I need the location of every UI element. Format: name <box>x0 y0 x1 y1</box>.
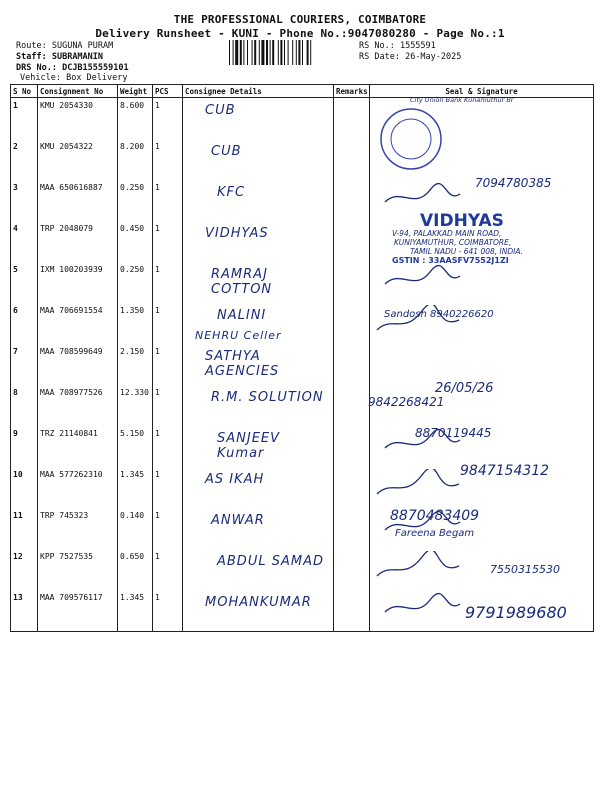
signature-text: 26/05/26 <box>435 381 494 396</box>
drs-value: DCJB155559101 <box>62 63 129 73</box>
remarks <box>334 98 370 140</box>
rs-no-line: RS No.: 1555591 <box>359 41 436 51</box>
weight: 0.450 <box>118 221 153 262</box>
seal-signature <box>370 463 594 508</box>
consignee-details <box>183 139 334 180</box>
weight: 1.345 <box>118 590 153 632</box>
signature-text: 7550315530 <box>490 563 560 576</box>
weight: 8.600 <box>118 98 153 140</box>
row-sno: 1 <box>11 98 38 140</box>
consignee-name: MOHANKUMAR <box>205 595 312 610</box>
route-line: Route: SUGUNA PURAM <box>16 41 114 51</box>
consignment-no: TRP 745323 <box>38 508 118 549</box>
remarks <box>334 508 370 549</box>
table-row <box>11 303 594 344</box>
pieces: 1 <box>153 549 183 590</box>
col-pcs: PCS <box>153 85 183 98</box>
signature-text: City Union Bank Kunamuthur Br <box>410 96 514 104</box>
consignment-no: MAA 577262310 <box>38 467 118 508</box>
seal-signature <box>370 139 594 180</box>
consignee-name: SATHYA AGENCIES <box>205 349 280 379</box>
signature-text: 9842268421 <box>368 395 445 409</box>
signature-text: GSTIN : 33AASFV7552J1ZI <box>392 256 509 265</box>
remarks <box>334 262 370 303</box>
seal-signature <box>370 590 594 632</box>
signature-scribble-icon <box>380 592 470 626</box>
signature-scribble-icon <box>380 346 470 380</box>
pieces: 1 <box>153 221 183 262</box>
table-row <box>11 139 594 180</box>
weight: 0.250 <box>118 262 153 303</box>
row-sno: 12 <box>11 549 38 590</box>
table-row <box>11 344 594 385</box>
row-sno: 10 <box>11 467 38 508</box>
weight: 0.650 <box>118 549 153 590</box>
rs-no-value: 1555591 <box>399 41 436 51</box>
weight: 2.150 <box>118 344 153 385</box>
consignee-name: SANJEEV Kumar <box>217 431 281 461</box>
weight: 0.140 <box>118 508 153 549</box>
table-row <box>11 180 594 221</box>
remarks <box>334 426 370 467</box>
consignee-name: ANWAR <box>211 513 265 528</box>
remarks <box>334 180 370 221</box>
remarks <box>334 221 370 262</box>
consignment-no: IXM 100203939 <box>38 262 118 303</box>
seal-signature <box>368 381 594 426</box>
consignee-details <box>183 590 334 632</box>
col-weight: Weight <box>118 85 153 98</box>
pieces: 1 <box>153 180 183 221</box>
row-sno: 6 <box>11 303 38 344</box>
route-value: SUGUNA PURAM <box>51 41 114 51</box>
table-row <box>11 467 594 508</box>
consignee-name: CUB <box>205 103 236 118</box>
row-sno: 11 <box>11 508 38 549</box>
weight: 0.250 <box>118 180 153 221</box>
runsheet-table <box>10 84 594 632</box>
consignment-no: MAA 650616887 <box>38 180 118 221</box>
row-sno: 8 <box>11 385 38 426</box>
staff-value: SUBRAMANIN <box>51 52 104 62</box>
table-row <box>11 98 594 140</box>
remarks <box>334 590 370 632</box>
pieces: 1 <box>153 303 183 344</box>
row-sno: 3 <box>11 180 38 221</box>
signature-text: Sandosh 8940226620 <box>384 309 494 320</box>
table-row <box>11 385 594 426</box>
signature-text: V-94, PALAKKAD MAIN ROAD, <box>392 229 502 238</box>
remarks <box>334 385 370 426</box>
consignee-details <box>183 385 334 426</box>
rs-date-line: RS Date: 26-May-2025 <box>359 52 462 62</box>
row-sno: 2 <box>11 139 38 180</box>
seal-signature <box>370 344 594 385</box>
pieces: 1 <box>153 139 183 180</box>
remarks <box>334 344 370 385</box>
table-row <box>11 590 594 632</box>
seal-signature <box>370 98 594 140</box>
consignment-no: KMU 2054322 <box>38 139 118 180</box>
remarks <box>334 467 370 508</box>
weight: 12.330 <box>118 385 153 426</box>
consignment-no: TRP 2048079 <box>38 221 118 262</box>
pieces: 1 <box>153 385 183 426</box>
signature-text: 7094780385 <box>475 176 552 190</box>
signature-scribble-icon <box>374 141 464 175</box>
drs-line: DRS No.: DCJB155559101 <box>16 63 129 73</box>
consignee-details <box>183 467 334 508</box>
row-sno: 4 <box>11 221 38 262</box>
weight: 1.345 <box>118 467 153 508</box>
col-sno: S No <box>11 85 38 98</box>
consignee-name: VIDHYAS <box>205 226 269 241</box>
consignee-details <box>183 508 334 549</box>
consignee-name: RAMRAJ COTTON <box>211 267 273 297</box>
col-signature: Seal & Signature <box>370 85 594 98</box>
consignment-no: KMU 2054330 <box>38 98 118 140</box>
consignee-details <box>183 344 334 385</box>
consignee-details <box>183 303 334 344</box>
col-consignee: Consignee Details <box>183 85 334 98</box>
consignment-no: KPP 7527535 <box>38 549 118 590</box>
remarks <box>334 139 370 180</box>
col-remarks: Remarks <box>334 85 370 98</box>
col-consignment: Consignment No <box>38 85 118 98</box>
signature-scribble-icon <box>374 469 464 503</box>
pieces: 1 <box>153 467 183 508</box>
consignee-details <box>183 221 334 262</box>
signature-text: 8870119445 <box>415 426 492 440</box>
signature-text: TAMIL NADU - 641 008, INDIA. <box>410 247 523 256</box>
consignee-details <box>183 98 334 140</box>
consignee-details <box>183 262 334 303</box>
weight: 5.150 <box>118 426 153 467</box>
signature-text: 8870483409 <box>390 508 480 524</box>
remarks <box>334 303 370 344</box>
pieces: 1 <box>153 98 183 140</box>
table-row <box>11 221 594 262</box>
pieces: 1 <box>153 508 183 549</box>
pieces: 1 <box>153 426 183 467</box>
consignment-no: MAA 709576117 <box>38 590 118 632</box>
signature-text: 9791989680 <box>465 603 567 622</box>
consignment-no: MAA 708599649 <box>38 344 118 385</box>
consignee-name-line2: NEHRU Celler <box>195 329 282 342</box>
consignee-name: AS IKAH <box>205 472 265 487</box>
signature-scribble-icon <box>380 264 470 298</box>
barcode-icon <box>229 40 350 65</box>
consignment-no: TRZ 21140841 <box>38 426 118 467</box>
seal-signature <box>370 211 594 265</box>
weight: 1.350 <box>118 303 153 344</box>
weight: 8.200 <box>118 139 153 180</box>
remarks <box>334 549 370 590</box>
consignee-name: ABDUL SAMAD <box>217 554 324 569</box>
signature-text: KUNIYAMUTHUR, COIMBATORE, <box>394 238 512 247</box>
pieces: 1 <box>153 344 183 385</box>
signature-text: 9847154312 <box>460 463 550 479</box>
row-sno: 5 <box>11 262 38 303</box>
consignee-name: R.M. SOLUTION <box>211 390 324 405</box>
consignee-details <box>183 426 334 467</box>
pieces: 1 <box>153 590 183 632</box>
seal-signature <box>370 262 594 303</box>
seal-signature <box>370 508 594 549</box>
seal-signature <box>370 303 594 344</box>
consignee-name: NALINI <box>217 308 267 323</box>
signature-text: Fareena Begam <box>395 528 475 539</box>
table-row <box>11 508 594 549</box>
vehicle-value: Box Delivery <box>66 73 128 83</box>
consignment-no: MAA 708977526 <box>38 385 118 426</box>
row-sno: 7 <box>11 344 38 385</box>
row-sno: 13 <box>11 590 38 632</box>
signature-text: VIDHYAS <box>420 211 504 231</box>
consignee-name: KFC <box>217 185 246 200</box>
seal-signature <box>370 426 594 467</box>
signature-scribble-icon <box>374 551 464 585</box>
consignee-details <box>183 180 334 221</box>
company-title: THE PROFESSIONAL COURIERS, COIMBATORE <box>173 13 427 26</box>
consignee-details <box>183 549 334 590</box>
vehicle-line: Vehicle: Box Delivery <box>20 73 128 83</box>
table-row <box>11 549 594 590</box>
table-row <box>11 426 594 467</box>
runsheet-subtitle: Delivery Runsheet - KUNI - Phone No.:9047080280 - Page No.:1 <box>95 27 505 40</box>
pieces: 1 <box>153 262 183 303</box>
consignment-no: MAA 706691554 <box>38 303 118 344</box>
seal-signature <box>370 549 594 590</box>
row-sno: 9 <box>11 426 38 467</box>
staff-line: Staff: SUBRAMANIN <box>16 52 104 62</box>
table-row <box>11 262 594 303</box>
rs-date-value: 26-May-2025 <box>405 52 462 62</box>
consignee-name: CUB <box>211 144 242 159</box>
